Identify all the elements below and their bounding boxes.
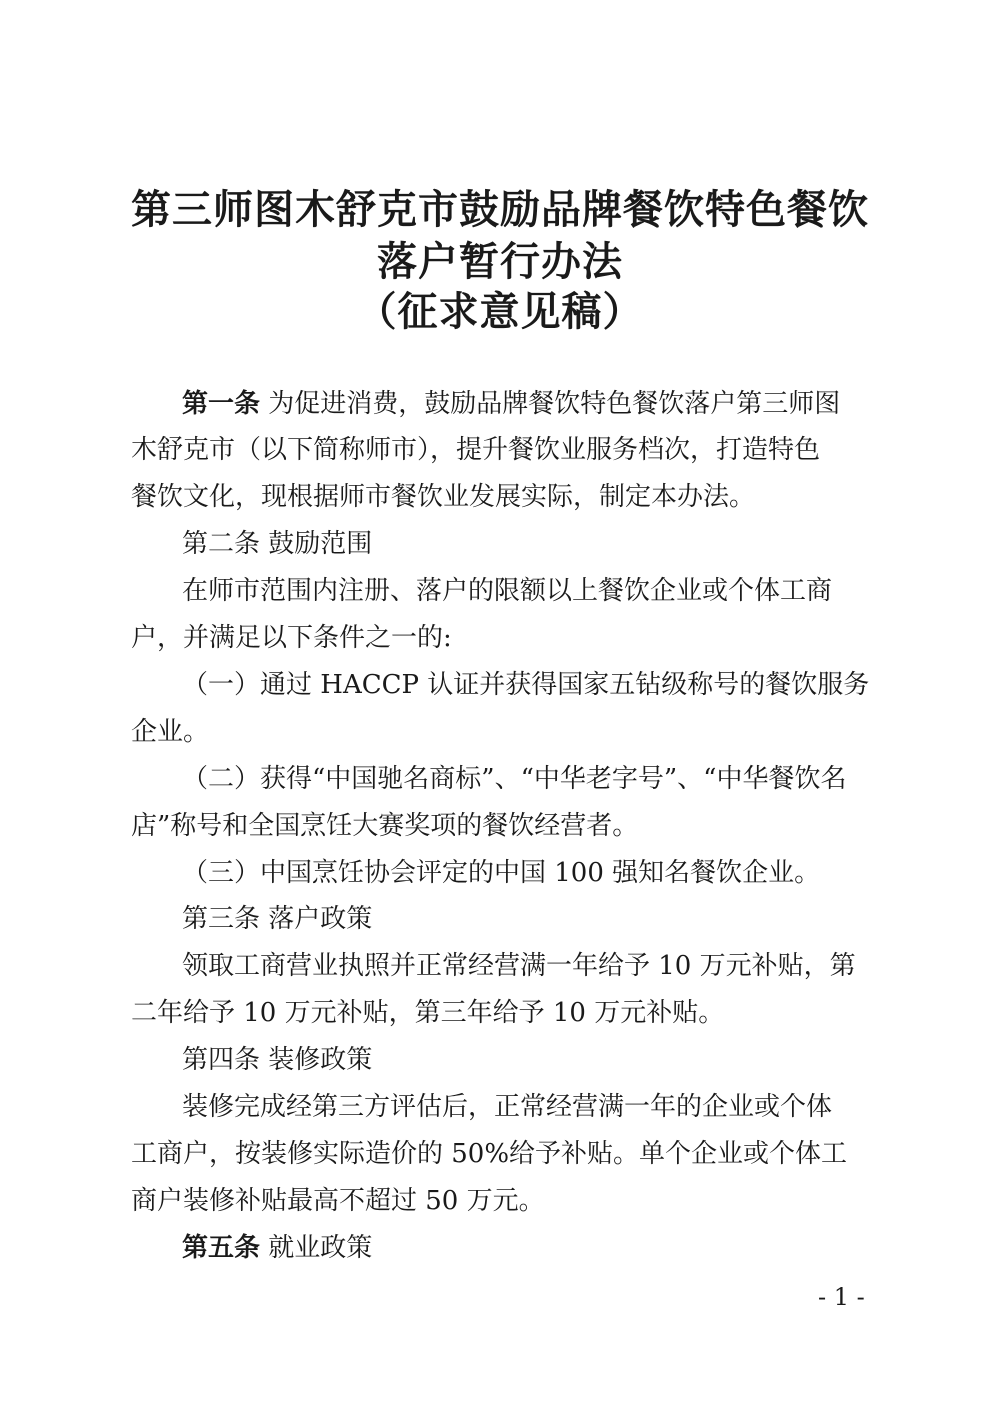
article-1-line-2: 木舒克市（以下简称师市），提升餐饮业服务档次，打造特色	[131, 435, 821, 465]
condition-3-line-1: （三）中国烹饪协会评定的中国 100 强知名餐饮企业。	[182, 858, 821, 888]
condition-2-line-2: 店”称号和全国烹饪大赛奖项的餐饮经营者。	[131, 811, 639, 841]
article-4-title: 装修政策	[268, 1045, 373, 1075]
article-4-line-1: 装修完成经第三方评估后，正常经营满一年的企业或个体	[182, 1092, 833, 1122]
article-1-line-3: 餐饮文化，现根据师市餐饮业发展实际，制定本办法。	[131, 482, 756, 512]
article-2-heading	[182, 527, 372, 561]
article-2-label: 第二条	[182, 529, 261, 559]
doc-title-line-2: 落户暂行办法	[377, 238, 623, 285]
article-1-label: 第一条	[182, 389, 261, 419]
doc-title-line-1: 第三师图木舒克市鼓励品牌餐饮特色餐饮	[131, 186, 869, 233]
article-2-para-line-1: 在师市范围内注册、落户的限额以上餐饮企业或个体工商	[182, 576, 833, 606]
article-4-heading	[182, 1043, 372, 1077]
article-5-title: 就业政策	[268, 1233, 373, 1263]
condition-1-line-2: 企业。	[131, 717, 210, 747]
page-number: - 1 -	[818, 1283, 865, 1311]
doc-title-line-3: （征求意见稿）	[356, 288, 644, 335]
condition-1-line-1: （一）通过 HACCP 认证并获得国家五钻级称号的餐饮服务	[182, 670, 870, 700]
condition-2-line-1: （二）获得“中国驰名商标”、“中华老字号”、“中华餐饮名	[182, 764, 847, 794]
article-3-label: 第三条	[182, 904, 261, 934]
article-4-label: 第四条	[182, 1045, 261, 1075]
article-4-line-3: 商户装修补贴最高不超过 50 万元。	[131, 1186, 545, 1216]
article-1-text-1: 为促进消费，鼓励品牌餐饮特色餐饮落户第三师图	[268, 389, 841, 419]
article-3-line-2: 二年给予 10 万元补贴，第三年给予 10 万元补贴。	[131, 998, 725, 1028]
article-5-label: 第五条	[182, 1233, 261, 1263]
article-2-para-line-2: 户，并满足以下条件之一的:	[131, 623, 452, 653]
article-2-title: 鼓励范围	[268, 529, 373, 559]
article-3-heading	[182, 902, 372, 936]
article-1-line-1	[182, 387, 840, 421]
article-5-heading	[182, 1231, 372, 1265]
article-3-title: 落户政策	[268, 904, 373, 934]
article-3-line-1: 领取工商营业执照并正常经营满一年给予 10 万元补贴，第	[182, 951, 856, 981]
article-4-line-2: 工商户，按装修实际造价的 50%给予补贴。单个企业或个体工	[131, 1139, 848, 1169]
